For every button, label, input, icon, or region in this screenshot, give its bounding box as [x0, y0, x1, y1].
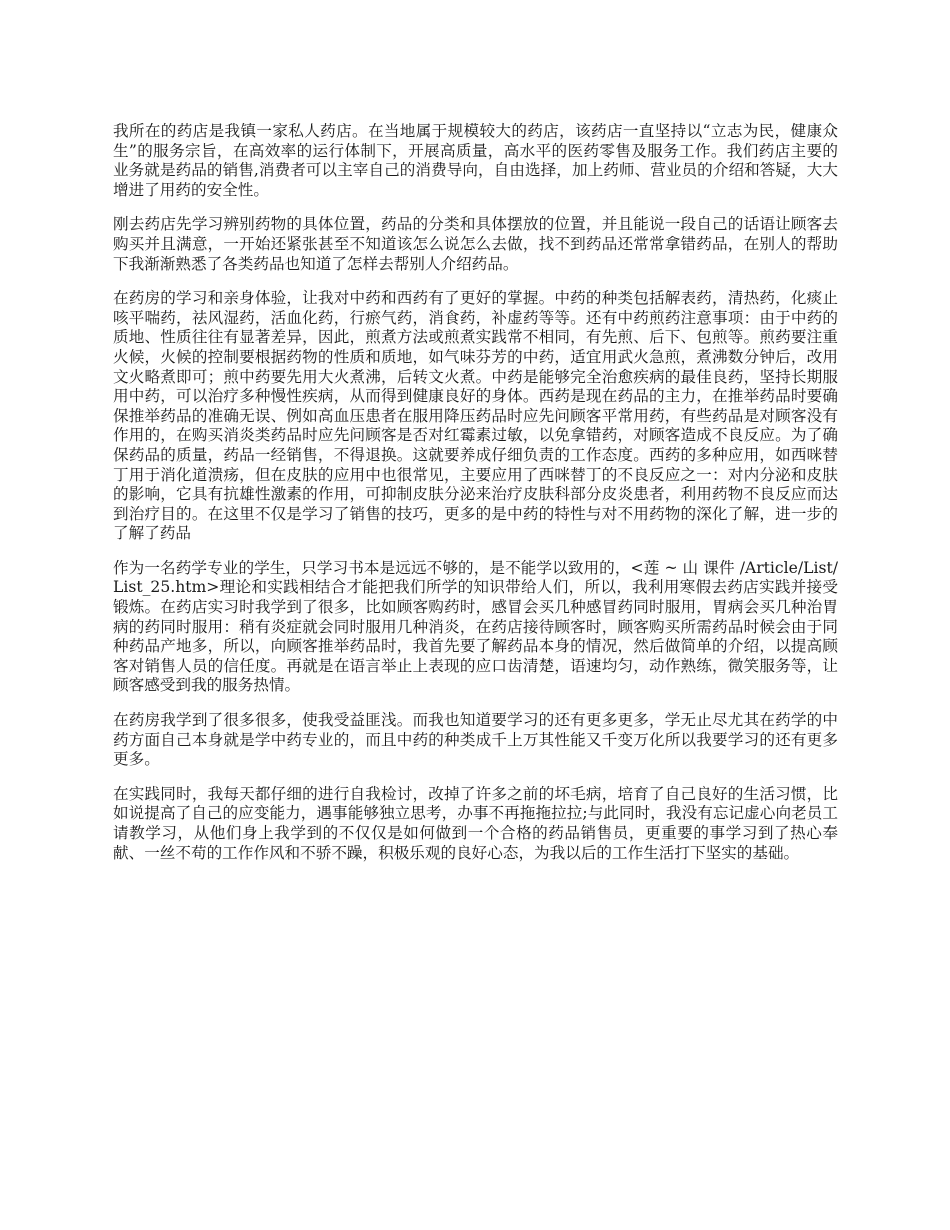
- paragraph-4: 作为一名药学专业的学生，只学习书本是远远不够的，是不能学以致用的，<莲 ~ 山 课件 /Article/List/List_25.htm>理论和实践相结合才能把我们所学的知识带给人们，所以，我利用寒假去药店实践并接受锻炼。在药店实习时我学到了很多，比如顾客购药时，感冒会买几种感冒药同时服用，胃病会买几种治胃病的药同时服用：稍有炎症就会同时服用几种消炎，在药店接待顾客时，顾客购买所需药品时候会由于同种药品产地多，所以，向顾客推举药品时，我首先要了解药品本身的情况，然后做简单的介绍，以提高顾客对销售人员的信任度。再就是在语言举止上表现的应口齿清楚，语速均匀，动作熟练，微笑服务等，让顾客感受到我的服务热情。: [113, 558, 838, 695]
- document-body: [113, 122, 838, 878]
- paragraph-2: 刚去药店先学习辨别药物的具体位置，药品的分类和具体摆放的位置，并且能说一段自己的话语让顾客去购买并且满意，一开始还紧张甚至不知道该怎么说怎么去做，找不到药品还常常拿错药品，在别人的帮助下我渐渐熟悉了各类药品也知道了怎样去帮别人介绍药品。: [113, 215, 838, 273]
- paragraph-1: 我所在的药店是我镇一家私人药店。在当地属于规模较大的药店，该药店一直坚持以“立志为民，健康众生”的服务宗旨，在高效率的运行体制下，开展高质量，高水平的医药零售及服务工作。我们药店主要的业务就是药品的销售,消费者可以主宰自己的消费导向，自由选择，加上药师、营业员的介绍和答疑，大大增进了用药的安全性。: [113, 122, 838, 199]
- paragraph-5: 在药房我学到了很多很多，使我受益匪浅。而我也知道要学习的还有更多更多，学无止尽尤其在药学的中药方面自己本身就是学中药专业的，而且中药的种类成千上万其性能又千变万化所以我要学习的还有更多更多。: [113, 711, 838, 769]
- paragraph-6: 在实践同时，我每天都仔细的进行自我检讨，改掉了许多之前的坏毛病，培育了自己良好的生活习惯，比如说提高了自己的应变能力，遇事能够独立思考，办事不再拖拖拉拉;与此同时，我没有忘记虚心向老员工请教学习，从他们身上我学到的不仅仅是如何做到一个合格的药品销售员，更重要的事学习到了热心奉献、一丝不苟的工作作风和不骄不躁，积极乐观的良好心态，为我以后的工作生活打下坚实的基础。: [113, 784, 838, 862]
- paragraph-3: 在药房的学习和亲身体验，让我对中药和西药有了更好的掌握。中药的种类包括解表药，清热药，化痰止咳平喘药，祛风湿药，活血化药，行瘀气药，消食药，补虚药等等。还有中药煎药注意事项：由于中药的质地、性质往往有显著差异，因此，煎煮方法或煎煮实践常不相同，有先煎、后下、包煎等。煎药要注重火候，火候的控制要根据药物的性质和质地，如气味芬芳的中药，适宜用武火急煎，煮沸数分钟后，改用文火略煮即可；煎中药要先用大火煮沸，后转文火煮。中药是能够完全治愈疾病的最佳良药，坚持长期服用中药，可以治疗多种慢性疾病，从而得到健康良好的身体。西药是现在药品的主力，在推举药品时要确保推举药品的准确无误、例如高血压患者在服用降压药品时应先问顾客平常用药，有些药品是对顾客没有作用的，在购买消炎类药品时应先问顾客是否对红霉素过敏，以免拿错药，对顾客造成不良反应。为了确保药品的质量，药品一经销售，不得退换。这就要养成仔细负责的工作态度。西药的多种应用，如西咪替丁用于消化道溃疡，但在皮肤的应用中也很常见，主要应用了西咪替丁的不良反应之一：对内分泌和皮肤的影响，它具有抗雄性激素的作用，可抑制皮肤分泌来治疗皮肤科部分皮炎患者，利用药物不良反应而达到治疗目的。在这里不仅是学习了销售的技巧，更多的是中药的特性与对不用药物的深化了解，进一步的了解了药品: [113, 289, 838, 543]
